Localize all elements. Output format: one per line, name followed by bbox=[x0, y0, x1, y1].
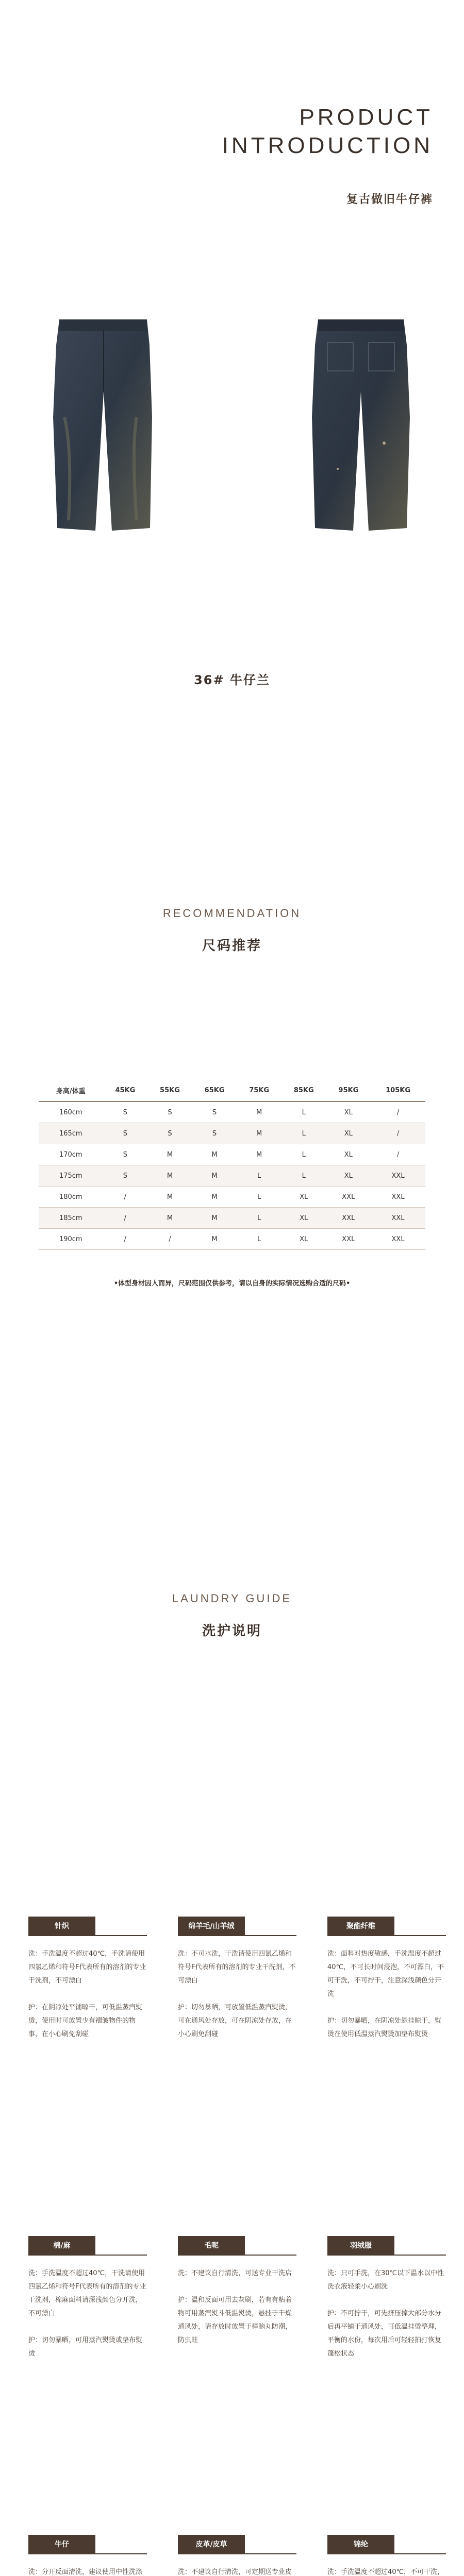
table-cell: L bbox=[237, 1208, 281, 1229]
header-cell: 身高/体重 bbox=[39, 1079, 103, 1101]
table-cell: S bbox=[103, 1101, 148, 1123]
care-card-tag: 针织 bbox=[28, 1917, 95, 1935]
recommendation-title-cn: 尺码推荐 bbox=[202, 938, 262, 954]
table-cell: XXL bbox=[371, 1208, 425, 1229]
table-cell: XXL bbox=[326, 1229, 371, 1250]
care-maintain-text: 护：切勿暴晒，可放置低温蒸汽熨烫，可在通风处存放，可在阴凉处存放，在小心刷免刮碰 bbox=[178, 2004, 292, 2038]
table-cell: / bbox=[371, 1144, 425, 1165]
table-cell: M bbox=[147, 1144, 192, 1165]
table-cell: L bbox=[281, 1144, 326, 1165]
table-cell: XXL bbox=[326, 1208, 371, 1229]
laundry-title-cn: 洗护说明 bbox=[202, 1623, 262, 1639]
table-cell: XXL bbox=[326, 1187, 371, 1208]
care-card-tag: 毛呢 bbox=[178, 2236, 245, 2255]
divider bbox=[28, 2255, 147, 2256]
table-cell: XL bbox=[326, 1101, 371, 1123]
table-cell: 185cm bbox=[39, 1208, 103, 1229]
care-card-text bbox=[28, 2267, 147, 2361]
care-maintain-text: 护：切勿暴晒，可用蒸汽熨烫或垫布熨烫 bbox=[28, 2336, 143, 2358]
table-cell: M bbox=[147, 1208, 192, 1229]
table-cell: 160cm bbox=[39, 1101, 103, 1123]
care-maintain-text: 护：在阴凉处平铺晾干，可低温蒸汽熨烫，使用时可放置少有褶皱物件的物事，在小心刷免刮碰 bbox=[28, 2004, 143, 2038]
care-card bbox=[28, 2236, 147, 2374]
table-cell: L bbox=[281, 1101, 326, 1123]
table-cell: L bbox=[281, 1123, 326, 1144]
care-maintain-text: 护：温和反面可用去灰刷，若有有粘着物可用蒸汽熨斗低温熨烫，悬挂于干燥通风处，请存放时放置于樟脑丸防潮，防虫蛀 bbox=[178, 2296, 292, 2344]
table-cell: L bbox=[237, 1187, 281, 1208]
table-cell: XL bbox=[281, 1229, 326, 1250]
care-card-tag: 牛仔 bbox=[28, 2535, 95, 2553]
care-card-text bbox=[28, 1947, 147, 2041]
care-wash-text: 洗：手洗温度不超过40℃，手洗请使用四氯乙烯和符号F代表所有的溶剂的专业干洗剂，不可漂白 bbox=[28, 1950, 146, 1985]
care-card bbox=[178, 1917, 296, 2055]
table-cell: 190cm bbox=[39, 1229, 103, 1250]
table-cell: M bbox=[192, 1144, 237, 1165]
table-cell: S bbox=[192, 1101, 237, 1123]
table-cell: XL bbox=[326, 1165, 371, 1187]
page-subtitle: 复古做旧牛仔裤 bbox=[346, 193, 433, 206]
header-cell: 95KG bbox=[326, 1079, 371, 1101]
table-row bbox=[39, 1165, 425, 1187]
table-cell: M bbox=[147, 1165, 192, 1187]
care-card-tag: 锦纶 bbox=[327, 2535, 394, 2553]
title-line-2: INTRODUCTION bbox=[222, 133, 433, 158]
table-cell: / bbox=[371, 1101, 425, 1123]
care-maintain-text: 护：切勿暴晒，在阴凉处悬挂晾干，熨烫在使用低温蒸汽熨烫加垫布熨烫 bbox=[327, 2017, 442, 2038]
table-cell: S bbox=[103, 1144, 148, 1165]
care-card-tag: 羽绒服 bbox=[327, 2236, 394, 2255]
table-cell: M bbox=[237, 1123, 281, 1144]
size-table bbox=[39, 1079, 425, 1250]
table-row bbox=[39, 1123, 425, 1144]
care-card bbox=[327, 2236, 446, 2374]
table-cell: XXL bbox=[371, 1187, 425, 1208]
header-cell: 75KG bbox=[237, 1079, 281, 1101]
divider bbox=[178, 2553, 296, 2554]
care-wash-text: 洗：不建议自行清洗，可定期送专业皮 bbox=[178, 2568, 292, 2576]
table-cell: S bbox=[147, 1123, 192, 1144]
table-cell: XL bbox=[326, 1123, 371, 1144]
care-card-text bbox=[178, 2566, 296, 2576]
size-note: •体型身材因人而异，尺码范围仅供参考，请以自身的实际情况选购合适的尺码• bbox=[113, 1280, 351, 1287]
divider bbox=[28, 2553, 147, 2554]
table-cell: 180cm bbox=[39, 1187, 103, 1208]
header-cell: 85KG bbox=[281, 1079, 326, 1101]
header-cell: 55KG bbox=[147, 1079, 192, 1101]
care-card-text bbox=[327, 2566, 446, 2576]
table-cell: M bbox=[192, 1208, 237, 1229]
header-cell: 45KG bbox=[103, 1079, 148, 1101]
care-card-text bbox=[178, 1947, 296, 2041]
header-cell: 65KG bbox=[192, 1079, 237, 1101]
divider bbox=[28, 1935, 147, 1936]
recommendation-title-en: RECOMMENDATION bbox=[162, 907, 302, 920]
care-card bbox=[28, 2535, 147, 2576]
table-cell: S bbox=[147, 1101, 192, 1123]
table-cell: XXL bbox=[371, 1229, 425, 1250]
divider bbox=[327, 2255, 446, 2256]
care-card bbox=[178, 2535, 296, 2576]
table-cell: L bbox=[237, 1165, 281, 1187]
divider bbox=[327, 1935, 446, 1936]
care-wash-text: 洗：不建议自行清洗，可送专业干洗店 bbox=[178, 2269, 292, 2277]
care-wash-text: 洗：只可手洗，在30℃以下温水以中性洗衣液轻柔小心刷洗 bbox=[327, 2269, 444, 2291]
table-cell: L bbox=[281, 1165, 326, 1187]
care-card-text bbox=[28, 2566, 147, 2576]
care-card bbox=[327, 2535, 446, 2576]
table-cell: S bbox=[103, 1165, 148, 1187]
care-card-text bbox=[327, 1947, 446, 2041]
care-card-tag: 绵羊毛/山羊绒 bbox=[178, 1917, 245, 1935]
care-card-tag: 棉/麻 bbox=[28, 2236, 95, 2255]
care-wash-text: 洗：手洗温度不超过40℃，不可干洗， bbox=[327, 2568, 444, 2576]
care-card bbox=[178, 2236, 296, 2361]
table-row bbox=[39, 1144, 425, 1165]
care-card-tag: 聚酯纤维 bbox=[327, 1917, 394, 1935]
care-maintain-text: 护：不可拧干，可先挤压掉大部分水分后再平铺于通风处，可低温挂烫整理，平衡的水份，每次用后可轻轻拍打恢复蓬松状态 bbox=[327, 2310, 442, 2358]
table-cell: 175cm bbox=[39, 1165, 103, 1187]
care-card-tag: 皮革/皮草 bbox=[178, 2535, 245, 2553]
care-card-text bbox=[327, 2267, 446, 2361]
header-cell: 105KG bbox=[371, 1079, 425, 1101]
table-cell: M bbox=[237, 1144, 281, 1165]
table-cell: XL bbox=[281, 1208, 326, 1229]
table-row bbox=[39, 1187, 425, 1208]
divider bbox=[178, 2255, 296, 2256]
care-wash-text: 洗：不可水洗，干洗请使用四氯乙烯和符号F代表所有的溶剂的专业干洗剂，不可漂白 bbox=[178, 1950, 296, 1985]
page-title bbox=[222, 103, 433, 160]
table-row bbox=[39, 1208, 425, 1229]
table-cell: M bbox=[237, 1101, 281, 1123]
jeans-back-image bbox=[307, 314, 415, 538]
table-cell: / bbox=[371, 1123, 425, 1144]
title-line-1: PRODUCT bbox=[299, 105, 433, 130]
product-caption: 36# 牛仔兰 bbox=[194, 673, 270, 687]
table-cell: / bbox=[103, 1229, 148, 1250]
table-row bbox=[39, 1101, 425, 1123]
table-cell: XL bbox=[281, 1187, 326, 1208]
table-cell: XXL bbox=[371, 1165, 425, 1187]
table-cell: M bbox=[147, 1187, 192, 1208]
size-table-header bbox=[39, 1079, 425, 1101]
laundry-title-en: LAUNDRY GUIDE bbox=[172, 1592, 292, 1605]
table-cell: L bbox=[237, 1229, 281, 1250]
care-card-text bbox=[178, 2267, 296, 2347]
care-wash-text: 洗：面料对热度敏感，手洗温度不超过40℃，不可长时间浸泡，不可漂白，不可干洗，不可拧干，注意深浅颜色分开洗 bbox=[327, 1950, 444, 1998]
care-wash-text: 洗：手洗温度不超过40℃，干洗请使用四氯乙烯和符号F代表所有的溶剂的专业干洗剂，棉麻面料请深浅颜色分开洗，不可漂白 bbox=[28, 2269, 146, 2317]
table-row bbox=[39, 1229, 425, 1250]
table-cell: S bbox=[103, 1123, 148, 1144]
divider bbox=[327, 2553, 446, 2554]
jeans-front-image bbox=[49, 314, 157, 538]
table-cell: / bbox=[147, 1229, 192, 1250]
table-cell: / bbox=[103, 1208, 148, 1229]
care-card bbox=[28, 1917, 147, 2055]
table-cell: M bbox=[192, 1229, 237, 1250]
care-wash-text: 洗：分开反面清洗，建议使用中性洗涤 bbox=[28, 2568, 143, 2576]
table-cell: XL bbox=[326, 1144, 371, 1165]
table-cell: M bbox=[192, 1165, 237, 1187]
care-card bbox=[327, 1917, 446, 2055]
table-cell: 165cm bbox=[39, 1123, 103, 1144]
table-cell: 170cm bbox=[39, 1144, 103, 1165]
size-table-body bbox=[39, 1101, 425, 1250]
divider bbox=[178, 1935, 296, 1936]
table-cell: / bbox=[103, 1187, 148, 1208]
table-cell: M bbox=[192, 1187, 237, 1208]
table-cell: S bbox=[192, 1123, 237, 1144]
